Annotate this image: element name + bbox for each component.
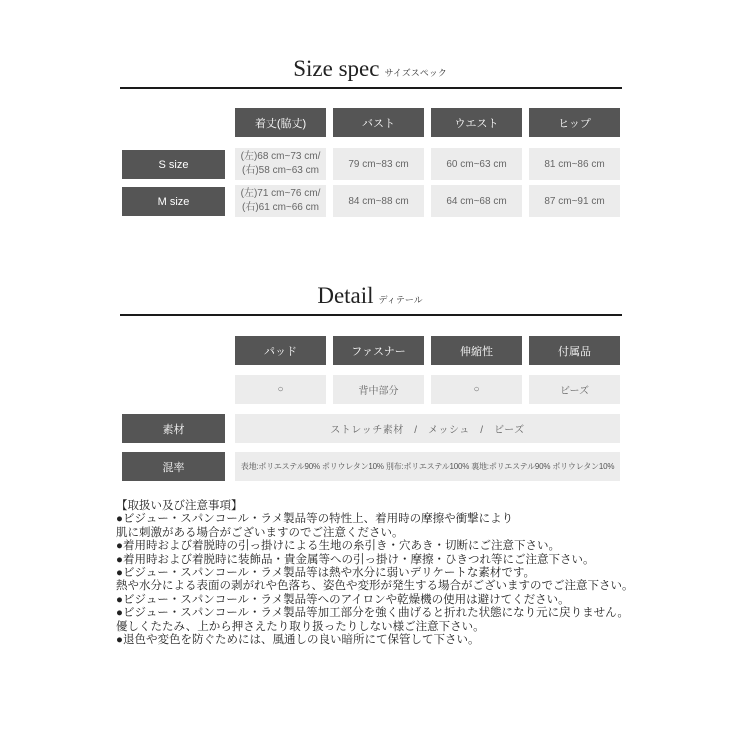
size-s-length-left: (左)68 cm~73 cm/ (240, 151, 321, 162)
note-line: 優しくたたみ、上から押さえたり取り扱ったりしない様ご注意下さい。 (116, 620, 485, 633)
detail-header-accessory: 付属品 (529, 336, 620, 365)
size-spec-subtitle: サイズスペック (384, 68, 447, 78)
size-header-length: 着丈(脇丈) (235, 108, 326, 137)
detail-title: Detail (317, 283, 374, 308)
size-spec-title-block (0, 56, 740, 82)
detail-value-pad: ○ (235, 375, 326, 404)
note-line: ●ビジュー・スパンコール・ラメ製品等の特性上、着用時の摩擦や衝撃により (116, 513, 514, 526)
size-m-waist: 64 cm~68 cm (431, 185, 522, 217)
detail-title-block (0, 283, 740, 309)
mix-label: 混率 (122, 452, 225, 481)
note-line: 肌に刺激がある場合がございますのでご注意ください。 (116, 526, 404, 539)
size-m-hip: 87 cm~91 cm (529, 185, 620, 217)
note-line: ●着用時および着脱時に装飾品・貴金属等への引っ掛け・摩擦・ひきつれ等にご注意下さい。 (116, 553, 595, 566)
detail-value-accessory: ビーズ (529, 375, 620, 404)
size-spec-divider (120, 87, 622, 89)
size-m-length (235, 185, 326, 217)
size-header-hip: ヒップ (529, 108, 620, 137)
size-header-waist: ウエスト (431, 108, 522, 137)
material-label: 素材 (122, 414, 225, 443)
detail-subtitle: ディテール (378, 295, 423, 305)
note-line: ●退色や変色を防ぐためには、風通しの良い暗所にて保管して下さい。 (116, 634, 480, 647)
note-line: ●ビジュー・スパンコール・ラメ製品等は熱や水分に弱いデリケートな素材です。 (116, 567, 535, 580)
care-notes (116, 500, 634, 647)
size-s-hip: 81 cm~86 cm (529, 148, 620, 180)
size-s-bust: 79 cm~83 cm (333, 148, 424, 180)
mix-value: 表地:ポリエステル90% ポリウレタン10% 別布:ポリエステル100% 裏地:ポリエステル90% ポリウレタン10% (235, 452, 620, 481)
size-header-bust: バスト (333, 108, 424, 137)
note-line: ●着用時および着脱時の引っ掛けによる生地の糸引き・穴あき・切断にご注意下さい。 (116, 540, 560, 553)
note-line: ●ビジュー・スパンコール・ラメ製品等加工部分を強く曲げると折れた状態になり元に戻りません。 (116, 607, 629, 620)
note-line: 熱や水分による表面の剥がれや色落ち、姿色や変形が発生する場合がございますのでご注意下さい。 (116, 580, 634, 593)
detail-value-zipper: 背中部分 (333, 375, 424, 404)
notes-heading: 【取扱い及び注意事項】 (116, 500, 243, 512)
size-m-length-right: (右)61 cm~66 cm (242, 202, 319, 213)
size-m-length-left: (左)71 cm~76 cm/ (240, 188, 321, 199)
size-s-length-right: (右)58 cm~63 cm (242, 165, 319, 176)
size-s-waist: 60 cm~63 cm (431, 148, 522, 180)
material-value: ストレッチ素材 / メッシュ / ビーズ (235, 414, 620, 443)
detail-header-stretch: 伸縮性 (431, 336, 522, 365)
size-row-label-m: M size (122, 187, 225, 216)
note-line: ●ビジュー・スパンコール・ラメ製品等へのアイロンや乾燥機の使用は避けてください。 (116, 593, 570, 606)
size-spec-title: Size spec (293, 56, 380, 81)
detail-divider (120, 314, 622, 316)
detail-value-stretch: ○ (431, 375, 522, 404)
size-row-label-s: S size (122, 150, 225, 179)
detail-header-pad: パッド (235, 336, 326, 365)
detail-header-zipper: ファスナー (333, 336, 424, 365)
size-m-bust: 84 cm~88 cm (333, 185, 424, 217)
size-s-length (235, 148, 326, 180)
